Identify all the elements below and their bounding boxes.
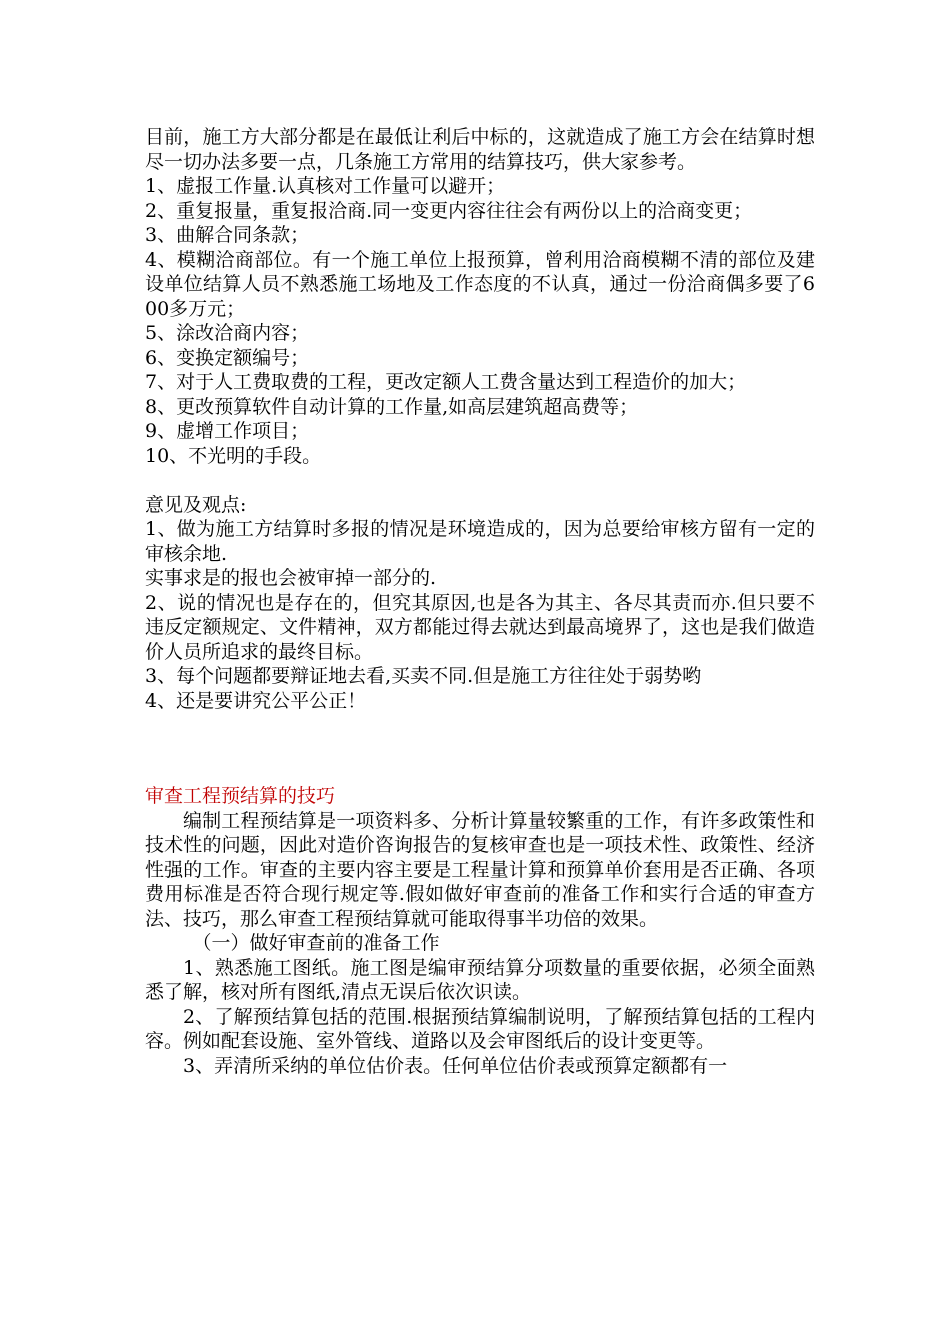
list-item: 4、模糊洽商部位。有一个施工单位上报预算，曾利用洽商模糊不清的部位及建设单位结算人员不熟悉施工场地及工作态度的不认真，通过一份洽商偶多要了600多万元； bbox=[145, 248, 815, 320]
list-item: 2、重复报量，重复报洽商.同一变更内容往往会有两份以上的洽商变更； bbox=[145, 199, 753, 222]
list-item: 5、涂改洽商内容； bbox=[145, 322, 310, 344]
opinion-item: 实事求是的报也会被审掉一部分的. bbox=[145, 567, 437, 589]
opinion-item: 2、说的情况也是存在的，但究其原因,也是各为其主、各尽其责而亦.但只要不违反定额规定、文件精神，双方都能过得去就达到最高境界了，这也是我们做造价人员所追求的最终目标。 bbox=[145, 591, 815, 663]
section-item: 1、熟悉施工图纸。施工图是编审预结算分项数量的重要依据，必须全面熟悉了解，核对所有图纸,清点无误后依次识读。 bbox=[145, 956, 815, 1003]
opinion-item: 4、还是要讲究公平公正！ bbox=[145, 689, 367, 712]
sub-heading: （一）做好审查前的准备工作 bbox=[192, 932, 440, 954]
list-item: 6、变换定额编号； bbox=[145, 346, 310, 369]
spacer bbox=[145, 713, 815, 784]
section-item: 2、了解预结算包括的范围.根据预结算编制说明，了解预结算包括的工程内容。例如配套设施、室外管线、道路以及会审图纸后的设计变更等。 bbox=[145, 1005, 815, 1052]
opinion-item: 1、做为施工方结算时多报的情况是环境造成的，因为总要给审核方留有一定的审核余地. bbox=[145, 518, 815, 565]
list-item: 10、不光明的手段。 bbox=[145, 444, 322, 467]
section-intro-paragraph: 编制工程预结算是一项资料多、分析计算量较繁重的工作，有许多政策性和技术性的问题，因此对造价咨询报告的复核审查也是一项技术性、政策性、经济性强的工作。审查的主要内容主要是工程量计算和预算单价套用是否正确、各项费用标准是否符合现行规定等.假如做好审查前的准备工作和实行合适的审查方法、技巧，那么审查工程预结算就可能取得事半功倍的效果。 bbox=[145, 809, 815, 930]
list-item: 1、虚报工作量.认真核对工作量可以避开； bbox=[145, 175, 506, 197]
document-page bbox=[145, 125, 815, 1078]
section-heading: 审查工程预结算的技巧 bbox=[145, 785, 336, 807]
list-item: 8、更改预算软件自动计算的工作量,如高层建筑超高费等； bbox=[145, 395, 639, 418]
list-item: 7、对于人工费取费的工程，更改定额人工费含量达到工程造价的加大； bbox=[145, 371, 747, 393]
spacer bbox=[145, 468, 815, 493]
opinions-title: 意见及观点: bbox=[145, 493, 247, 516]
intro-paragraph: 目前，施工方大部分都是在最低让利后中标的，这就造成了施工方会在结算时想尽一切办法多要一点，几条施工方常用的结算技巧，供大家参考。 bbox=[145, 126, 815, 173]
section-item: 3、弄清所采纳的单位估价表。任何单位估价表或预算定额都有一 bbox=[183, 1054, 728, 1077]
list-item: 3、曲解合同条款； bbox=[145, 224, 310, 246]
list-item: 9、虚增工作项目； bbox=[145, 420, 310, 442]
opinion-item: 3、每个问题都要辩证地去看,买卖不同.但是施工方往往处于弱势哟 bbox=[145, 665, 702, 687]
